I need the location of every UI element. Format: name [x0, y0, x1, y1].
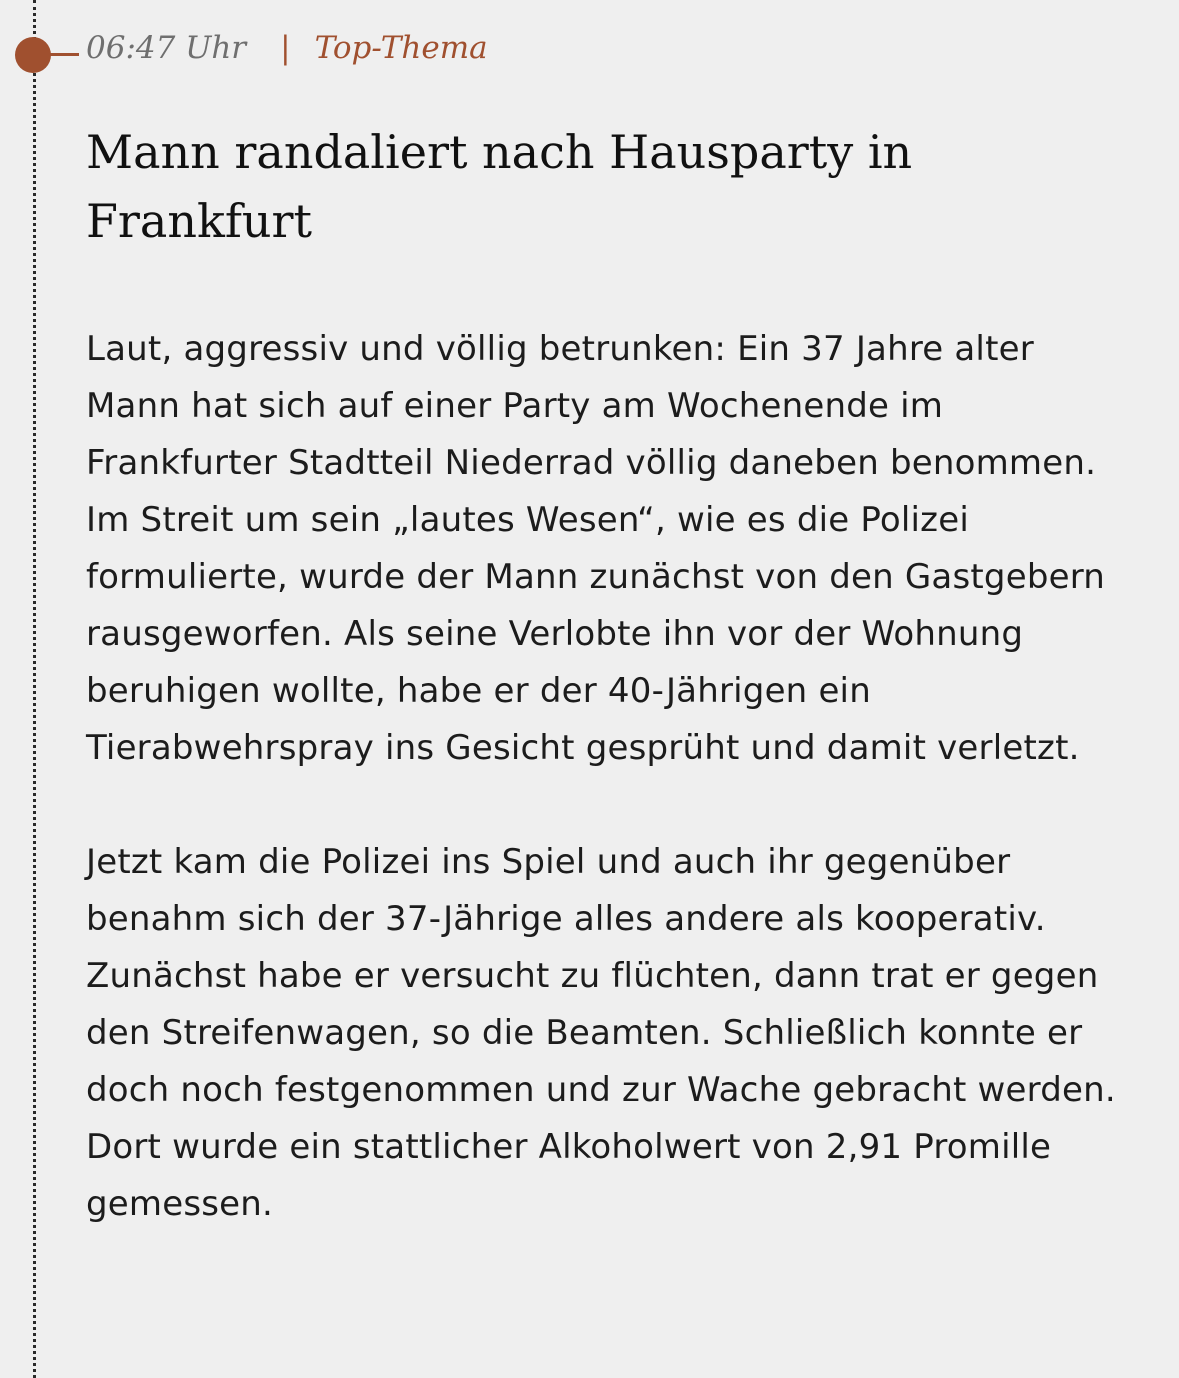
- timeline-connector-line: [49, 53, 79, 56]
- entry-timestamp: 06:47 Uhr: [86, 30, 247, 66]
- entry-headline: Mann randaliert nach Hausparty in Frankfurt: [86, 125, 913, 248]
- timeline-dotted-line: [33, 0, 36, 1378]
- news-entry: [86, 118, 1136, 1233]
- category-label[interactable]: Top-Thema: [314, 30, 488, 66]
- body-paragraph: Jetzt kam die Polizei ins Spiel und auch ihr gegenüber benahm sich der 37-Jährige alles andere als kooperativ. Zunächst habe er versucht zu flüchten, dann trat er gegen den Streifenwagen, so die Beamten. Schließlich konnte er doch noch festgenommen und zur Wache gebracht werden. Dort wurde ein stattlicher Alkoholwert von 2,91 Promille gemessen.: [86, 842, 1116, 1224]
- meta-separator: |: [280, 30, 291, 66]
- body-paragraph: Laut, aggressiv und völlig betrunken: Ein 37 Jahre alter Mann hat sich auf einer Party am Wochenende im Frankfurter Stadtteil Niederrad völlig daneben benommen. Im Streit um sein „lautes Wesen“, wie es die Polizei formulierte, wurde der Mann zunächst von den Gastgebern rausgeworfen. Als seine Verlobte ihn vor der Wohnung beruhigen wollte, habe er der 40-Jährigen ein Tierabwehrspray ins Gesicht gesprüht und damit verletzt.: [86, 329, 1106, 768]
- timeline-marker-dot: [15, 37, 51, 73]
- entry-meta: [86, 24, 488, 72]
